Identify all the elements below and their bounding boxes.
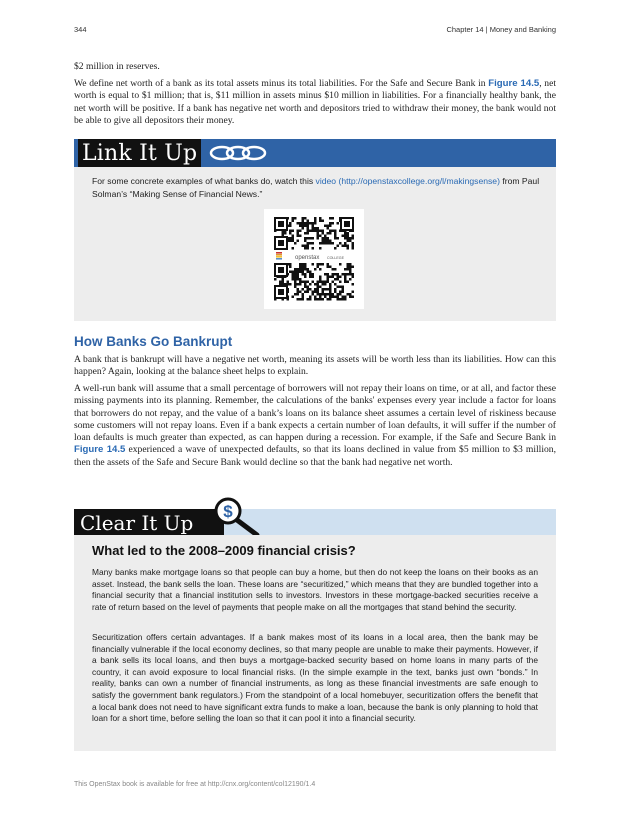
chapter-title: Chapter 14 | Money and Banking: [446, 25, 556, 34]
chain-link-icon: [208, 141, 268, 165]
figure-link[interactable]: Figure 14.5: [488, 78, 540, 89]
svg-text:COLLEGE: [327, 256, 345, 260]
clear-it-up-box: [74, 535, 556, 751]
qr-code[interactable]: [264, 209, 364, 309]
securitization-paragraph-1: Many banks make mortgage loans so that people can buy a home, but then do not keep the loans on their books as an asset. Instead, the bank sells the loan. These loans are “securitized,” which means that they are bundled together into a financial security that a financial institution sells to investors. Investors in these mortgage-backed securities receive a rate of return based on the level of payments that people make on all the mortgages that stand behind the security.: [92, 567, 538, 612]
securitization-paragraph-2: Securitization offers certain advantages. If a bank makes most of its loans in a local area, then the bank may be financially vulnerable if the local economy declines, so that many people are unable to make their payments. However, if a bank sells its local loans, and then buys a mortgage-backed security based on home loans in many parts of the country, it can avoid exposure to local financial risks. (In the simple example in the text, banks just own “bonds.” In reality, banks can own a number of financial instruments, as long as these financial investments are safe enough to satisfy the government bank regulators.) From the standpoint of a local homebuyer, securitization offers the benefit that a local bank does not need to have significant extra funds to make a loan, because the bank is only planning to hold that loan for a short time, before selling the loan so that it can pool it into a financial security.: [92, 632, 538, 724]
bankrupt-paragraph: A bank that is bankrupt will have a negative net worth, meaning its assets will be worth less than its liabilities. How can this happen? Again, looking at the balance sheet helps to explain.: [74, 354, 556, 378]
dollar-sign: $: [223, 502, 233, 521]
figure-link-2[interactable]: Figure 14.5: [74, 444, 126, 456]
qr-brand: openstax: [295, 255, 320, 261]
link-it-up-box: [74, 167, 556, 321]
section-heading: How Banks Go Bankrupt: [74, 334, 233, 349]
qr-brand-suffix: COLLEGE: [327, 256, 344, 260]
clear-it-up-banner: [74, 502, 556, 535]
qr-code-image: [264, 209, 364, 309]
page-header: [74, 25, 556, 37]
page-footer: This OpenStax book is available for free at http://cnx.org/content/col12190/1.4: [74, 781, 316, 788]
magnifier-dollar-icon: [211, 495, 265, 539]
video-link[interactable]: video (http://openstaxcollege.org/l/makingsense): [315, 176, 500, 186]
clear-it-up-title: Clear It Up: [74, 509, 224, 535]
svg-text:openstax: [295, 255, 319, 261]
link-it-up-banner: [74, 139, 556, 167]
link-it-up-text: For some concrete examples of what banks do, watch this video (http://openstaxcollege.org/l/makingsense) from Paul Solman’s “Making Sense of Financial News.”: [92, 176, 540, 199]
link-it-up-title: Link It Up: [78, 139, 201, 167]
clear-it-up-question: What led to the 2008–2009 financial crisis?: [92, 543, 356, 558]
net-worth-paragraph: We define net worth of a bank as its total assets minus its total liabilities. For the Safe and Secure Bank in Figure 14.5, net worth is equal to $1 million; that is, $11 million in assets minus $10 million in liabilities. For a financially healthy bank, the net worth will be positive. If a bank has negative net worth and depositors tried to withdraw their money, the bank would not be able to give all depositors their money.: [74, 78, 556, 126]
defaults-paragraph: A well-run bank will assume that a small percentage of borrowers will not repay their loans on time, or at all, and factor these missing payments into its planning. Remember, the calculations of the banks' expenses every year include a factor for loans that borrowers do not repay, and the value of a bank’s loans on its balance sheet assumes a certain level of riskiness because some customers will not repay loans. Even if a bank expects a certain number of loan defaults, it will suffer if the number of loan defaults is much greater than expected, as can happen during a recession. For example, if the Safe and Secure Bank in Figure 14.5 experienced a wave of unexpected defaults, so that its loans declined in value from $5 million to $3 million, then the assets of the Safe and Secure Bank would decline so that the bank had negative net worth.: [74, 383, 556, 468]
intro-line: $2 million in reserves.: [74, 61, 160, 72]
page-number: 344: [74, 25, 87, 34]
